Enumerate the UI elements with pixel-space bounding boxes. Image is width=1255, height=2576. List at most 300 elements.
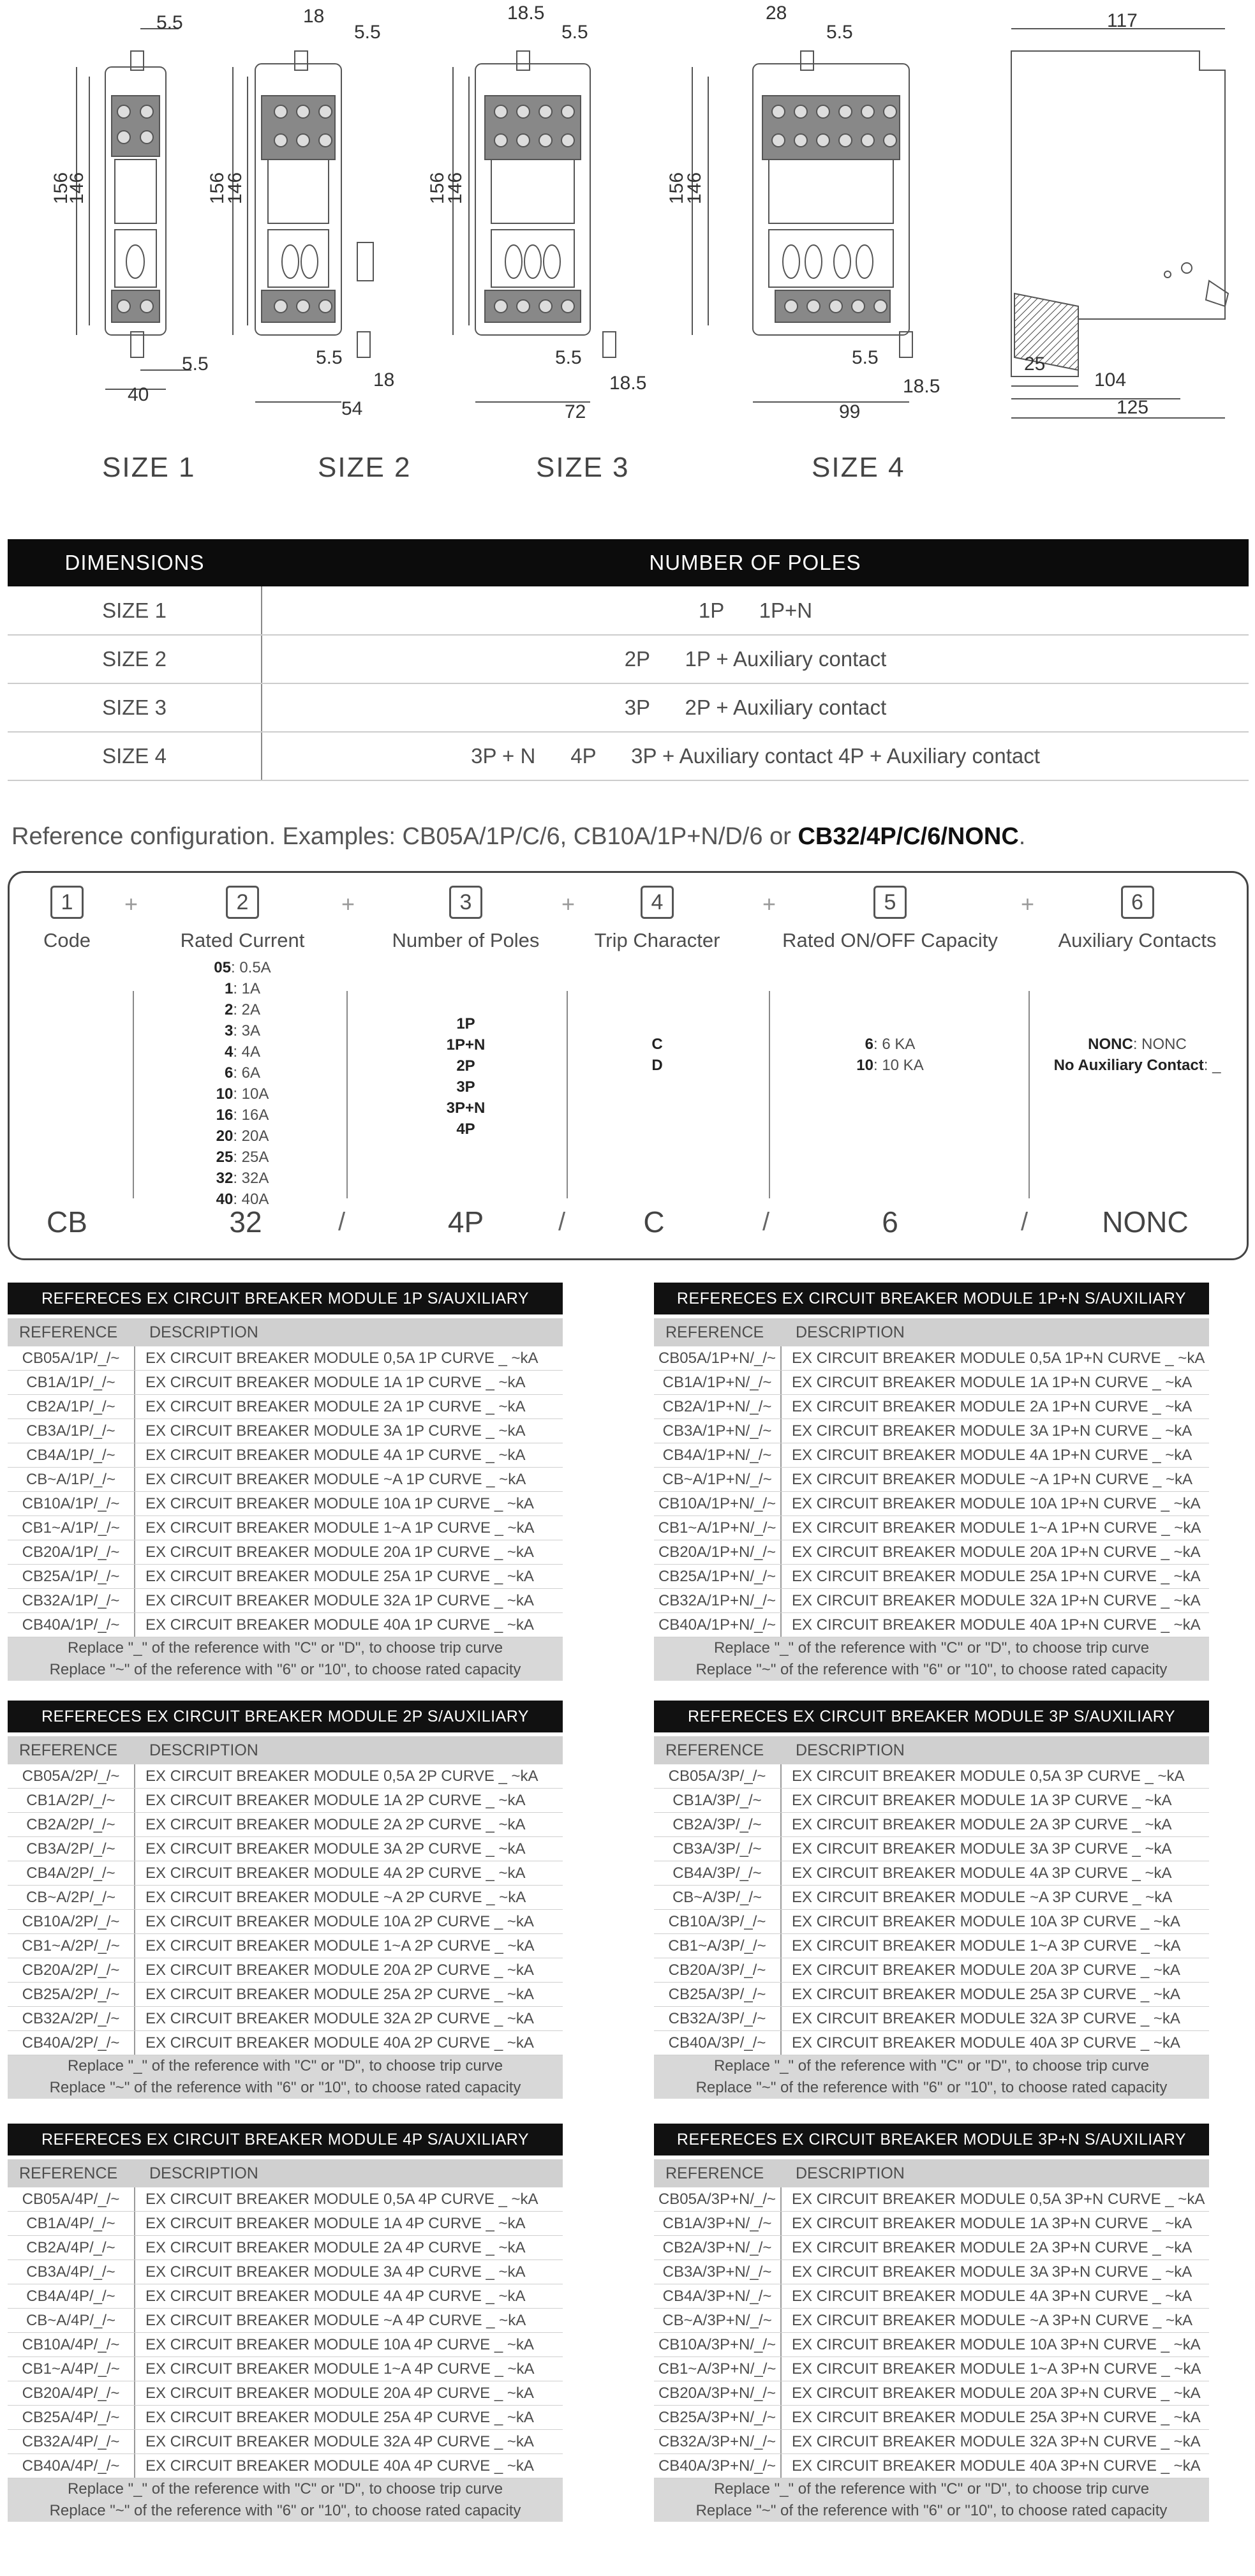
table-row bbox=[8, 1540, 563, 1565]
poles-cell: 3P + N 4P 3P + Auxiliary contact 4P + Auxiliary contact bbox=[262, 732, 1249, 780]
reference-cell: CB10A/2P/_/~ bbox=[8, 1910, 135, 1933]
option-code: 05 bbox=[214, 959, 231, 976]
reference-cell: CB2A/1P+N/_/~ bbox=[654, 1395, 782, 1418]
description-cell: EX CIRCUIT BREAKER MODULE 4A 4P CURVE _ ~kA bbox=[145, 2288, 526, 2305]
reference-cell: CB3A/1P/_/~ bbox=[8, 1419, 135, 1443]
table-row bbox=[654, 1346, 1209, 1371]
table-row bbox=[654, 1371, 1209, 1395]
table-row bbox=[654, 2007, 1209, 2031]
option-code: 10 bbox=[216, 1085, 234, 1103]
table-row bbox=[654, 2212, 1209, 2236]
description-cell: EX CIRCUIT BREAKER MODULE ~A 3P CURVE _ ~kA bbox=[792, 1889, 1173, 1906]
reference-cell: CB3A/1P+N/_/~ bbox=[654, 1419, 782, 1443]
reference-cell: CB40A/3P/_/~ bbox=[654, 2031, 782, 2055]
reference-cell: CB4A/2P/_/~ bbox=[8, 1861, 135, 1885]
description-cell: EX CIRCUIT BREAKER MODULE ~A 4P CURVE _ ~kA bbox=[145, 2312, 526, 2329]
reference-cell: CB10A/3P/_/~ bbox=[654, 1910, 782, 1933]
description-cell: EX CIRCUIT BREAKER MODULE 25A 3P CURVE _ ~kA bbox=[792, 1986, 1180, 2003]
reference-table bbox=[8, 1283, 563, 1681]
dim-s1-top: 5.5 bbox=[156, 12, 183, 33]
example-aux: NONC bbox=[1102, 1205, 1189, 1239]
reference-cell: CB10A/1P+N/_/~ bbox=[654, 1492, 782, 1515]
reference-cell: CB05A/1P/_/~ bbox=[8, 1346, 135, 1370]
reference-cell: CB25A/1P+N/_/~ bbox=[654, 1565, 782, 1588]
col-description-header: DESCRIPTION bbox=[149, 2164, 258, 2182]
dimensions-table bbox=[8, 539, 1249, 781]
table-row bbox=[8, 1468, 563, 1492]
table-row bbox=[654, 2333, 1209, 2357]
option-code: NONC bbox=[1088, 1036, 1133, 1053]
size-2-label: SIZE 2 bbox=[318, 452, 412, 483]
description-cell: EX CIRCUIT BREAKER MODULE 3A 1P CURVE _ ~kA bbox=[145, 1422, 526, 1440]
table-row bbox=[654, 2236, 1209, 2260]
option-code: 25 bbox=[216, 1149, 234, 1166]
table-row bbox=[654, 2430, 1209, 2454]
dim-s3-b1: 5.5 bbox=[555, 347, 582, 368]
note-trip-curve: Replace "_" of the reference with "C" or "D", to choose trip curve bbox=[8, 1637, 563, 1659]
poles-cell: 2P 1P + Auxiliary contact bbox=[262, 635, 1249, 683]
reference-cell: CB40A/4P/_/~ bbox=[8, 2454, 135, 2478]
table-row bbox=[8, 1492, 563, 1516]
config-title-code: Code bbox=[43, 929, 91, 951]
size-4-label: SIZE 4 bbox=[812, 452, 905, 483]
description-cell: EX CIRCUIT BREAKER MODULE 0,5A 3P CURVE _ ~kA bbox=[792, 1768, 1185, 1785]
example-poles: 4P bbox=[447, 1205, 484, 1239]
option-code: 20 bbox=[216, 1128, 234, 1145]
reference-cell: CB25A/4P/_/~ bbox=[8, 2406, 135, 2429]
description-cell: EX CIRCUIT BREAKER MODULE 32A 3P CURVE _ ~kA bbox=[792, 2010, 1180, 2027]
dim-side-top: 117 bbox=[1107, 10, 1138, 31]
description-cell: EX CIRCUIT BREAKER MODULE 20A 3P CURVE _ ~kA bbox=[792, 1962, 1180, 1979]
table-row bbox=[8, 1789, 563, 1813]
option-item bbox=[163, 978, 322, 999]
table-row bbox=[8, 2454, 563, 2478]
note-trip-curve: Replace "_" of the reference with "C" or "D", to choose trip curve bbox=[654, 2478, 1209, 2500]
table-header bbox=[8, 2159, 563, 2187]
poles-cell: 3P 2P + Auxiliary contact bbox=[262, 683, 1249, 732]
note-rated-capacity: Replace "~" of the reference with "6" or "10", to choose rated capacity bbox=[8, 2500, 563, 2522]
reference-cell: CB20A/3P/_/~ bbox=[654, 1958, 782, 1982]
option-item bbox=[163, 1041, 322, 1062]
note-trip-curve: Replace "_" of the reference with "C" or "D", to choose trip curve bbox=[8, 2478, 563, 2500]
example-current: 32 bbox=[229, 1205, 262, 1239]
dim-s1-h1: 156 bbox=[50, 172, 71, 204]
config-num-2: 2 bbox=[226, 886, 259, 919]
reference-cell: CB~A/1P/_/~ bbox=[8, 1468, 135, 1491]
size2-drawing bbox=[233, 51, 373, 402]
table-row bbox=[8, 2430, 563, 2454]
reference-cell: CB05A/2P/_/~ bbox=[8, 1764, 135, 1788]
col-reference-header: REFERENCE bbox=[665, 2164, 764, 2182]
config-num-4: 4 bbox=[641, 886, 674, 919]
dim-s4-b1: 5.5 bbox=[852, 347, 879, 368]
reference-table bbox=[8, 1701, 563, 2099]
table-row bbox=[654, 1492, 1209, 1516]
option-code: 1 bbox=[224, 980, 234, 997]
option-code: 16 bbox=[216, 1106, 234, 1124]
config-col-aux bbox=[1037, 886, 1238, 1076]
option-label: : 3A bbox=[233, 1022, 261, 1039]
reference-cell: CB20A/1P/_/~ bbox=[8, 1540, 135, 1564]
reference-cell: CB3A/2P/_/~ bbox=[8, 1837, 135, 1861]
description-cell: EX CIRCUIT BREAKER MODULE 2A 1P CURVE _ ~kA bbox=[145, 1398, 526, 1415]
option-label: : 40A bbox=[233, 1191, 269, 1208]
description-cell: EX CIRCUIT BREAKER MODULE 3A 2P CURVE _ ~kA bbox=[145, 1840, 526, 1858]
size3-drawing bbox=[453, 51, 616, 402]
reference-cell: CB1~A/4P/_/~ bbox=[8, 2357, 135, 2381]
divider bbox=[567, 991, 568, 1198]
size-1-label: SIZE 1 bbox=[102, 452, 196, 483]
option-code: C bbox=[651, 1036, 663, 1053]
description-cell: EX CIRCUIT BREAKER MODULE 3A 4P CURVE _ ~kA bbox=[145, 2263, 526, 2281]
reference-cell: CB4A/3P+N/_/~ bbox=[654, 2284, 782, 2308]
table-row bbox=[8, 2357, 563, 2381]
reference-cell: CB4A/4P/_/~ bbox=[8, 2284, 135, 2308]
option-code: 4P bbox=[456, 1120, 475, 1138]
table-row bbox=[654, 2381, 1209, 2406]
option-item bbox=[568, 1055, 746, 1076]
option-label: : 4A bbox=[233, 1043, 261, 1061]
note-rated-capacity: Replace "~" of the reference with "6" or "10", to choose rated capacity bbox=[654, 1659, 1209, 1681]
reference-cell: CB40A/2P/_/~ bbox=[8, 2031, 135, 2055]
poles-options bbox=[373, 1013, 558, 1140]
reference-cell: CB~A/4P/_/~ bbox=[8, 2309, 135, 2332]
description-cell: EX CIRCUIT BREAKER MODULE 32A 3P+N CURVE _ ~kA bbox=[792, 2433, 1201, 2450]
ref-config-intro: Reference configuration. Examples: CB05A/1P/C/6, CB10A/1P+N/D/6 or bbox=[11, 823, 798, 850]
note-rated-capacity: Replace "~" of the reference with "6" or "10", to choose rated capacity bbox=[654, 2500, 1209, 2522]
description-cell: EX CIRCUIT BREAKER MODULE 40A 1P CURVE _ ~kA bbox=[145, 1616, 534, 1634]
reference-cell: CB1A/1P+N/_/~ bbox=[654, 1371, 782, 1394]
reference-cell: CB1~A/3P+N/_/~ bbox=[654, 2357, 782, 2381]
slash: / bbox=[1021, 1208, 1029, 1236]
table-title: REFERECES EX CIRCUIT BREAKER MODULE 2P S/AUXILIARY bbox=[8, 1701, 563, 1732]
table-row bbox=[8, 2007, 563, 2031]
reference-cell: CB2A/3P/_/~ bbox=[654, 1813, 782, 1836]
description-cell: EX CIRCUIT BREAKER MODULE 25A 4P CURVE _ ~kA bbox=[145, 2409, 534, 2426]
description-cell: EX CIRCUIT BREAKER MODULE 10A 1P CURVE _ ~kA bbox=[145, 1495, 534, 1512]
table-row bbox=[654, 1468, 1209, 1492]
plus-sign: + bbox=[341, 891, 355, 917]
description-cell: EX CIRCUIT BREAKER MODULE 2A 2P CURVE _ ~kA bbox=[145, 1816, 526, 1833]
dim-s1-bot: 5.5 bbox=[182, 354, 209, 375]
description-cell: EX CIRCUIT BREAKER MODULE 25A 3P+N CURVE _ ~kA bbox=[792, 2409, 1201, 2426]
table-row bbox=[8, 1589, 563, 1613]
option-label: : 10 KA bbox=[873, 1057, 924, 1074]
description-cell: EX CIRCUIT BREAKER MODULE 2A 3P CURVE _ ~kA bbox=[792, 1816, 1172, 1833]
description-cell: EX CIRCUIT BREAKER MODULE 0,5A 1P CURVE _ ~kA bbox=[145, 1350, 538, 1367]
option-item bbox=[373, 1013, 558, 1034]
description-cell: EX CIRCUIT BREAKER MODULE 4A 3P+N CURVE _ ~kA bbox=[792, 2288, 1192, 2305]
reference-cell: CB32A/1P+N/_/~ bbox=[654, 1589, 782, 1612]
table-row bbox=[654, 1813, 1209, 1837]
reference-cell: CB05A/3P/_/~ bbox=[654, 1764, 782, 1788]
description-cell: EX CIRCUIT BREAKER MODULE 2A 3P+N CURVE _ ~kA bbox=[792, 2239, 1192, 2256]
description-cell: EX CIRCUIT BREAKER MODULE 0,5A 2P CURVE _ ~kA bbox=[145, 1768, 538, 1785]
description-cell: EX CIRCUIT BREAKER MODULE 1~A 4P CURVE _ ~kA bbox=[145, 2360, 535, 2378]
description-cell: EX CIRCUIT BREAKER MODULE 25A 2P CURVE _ ~kA bbox=[145, 1986, 534, 2003]
table-row bbox=[654, 1516, 1209, 1540]
description-cell: EX CIRCUIT BREAKER MODULE 0,5A 4P CURVE _ ~kA bbox=[145, 2191, 538, 2208]
dim-s4-b2: 18.5 bbox=[903, 376, 940, 397]
table-row bbox=[8, 2309, 563, 2333]
table-row bbox=[654, 1910, 1209, 1934]
reference-cell: CB1A/4P/_/~ bbox=[8, 2212, 135, 2235]
dim-s2-t2: 5.5 bbox=[354, 22, 381, 43]
reference-cell: CB3A/3P+N/_/~ bbox=[654, 2260, 782, 2284]
note-rated-capacity: Replace "~" of the reference with "6" or "10", to choose rated capacity bbox=[8, 2077, 563, 2099]
option-item bbox=[772, 1034, 1008, 1055]
example-trip: C bbox=[643, 1205, 665, 1239]
dim-side-104: 104 bbox=[1094, 369, 1127, 391]
option-code: No Auxiliary Contact bbox=[1053, 1057, 1204, 1074]
description-cell: EX CIRCUIT BREAKER MODULE 40A 3P+N CURVE _ ~kA bbox=[792, 2457, 1201, 2475]
option-item bbox=[1037, 1055, 1238, 1076]
table-row bbox=[654, 2357, 1209, 2381]
col-description-header: DESCRIPTION bbox=[796, 1741, 905, 1759]
reference-cell: CB1~A/1P+N/_/~ bbox=[654, 1516, 782, 1540]
description-cell: EX CIRCUIT BREAKER MODULE 1~A 3P CURVE _ ~kA bbox=[792, 1937, 1181, 1954]
table-row bbox=[8, 586, 1249, 635]
reference-cell: CB1~A/3P/_/~ bbox=[654, 1934, 782, 1958]
table-row bbox=[654, 1540, 1209, 1565]
config-num-5: 5 bbox=[873, 886, 907, 919]
config-col-poles bbox=[373, 886, 558, 1140]
table-row bbox=[654, 2260, 1209, 2284]
reference-cell: CB32A/2P/_/~ bbox=[8, 2007, 135, 2030]
description-cell: EX CIRCUIT BREAKER MODULE 40A 1P+N CURVE _ ~kA bbox=[792, 1616, 1201, 1634]
reference-cell: CB25A/3P+N/_/~ bbox=[654, 2406, 782, 2429]
reference-cell: CB05A/3P+N/_/~ bbox=[654, 2187, 782, 2211]
divider bbox=[769, 991, 770, 1198]
description-cell: EX CIRCUIT BREAKER MODULE 32A 4P CURVE _ ~kA bbox=[145, 2433, 534, 2450]
dim-s3-h2: 146 bbox=[445, 172, 466, 204]
dim-s4-h1: 156 bbox=[666, 172, 687, 204]
table-row bbox=[654, 1958, 1209, 1983]
table-row bbox=[654, 1934, 1209, 1958]
option-label: : 1A bbox=[233, 980, 261, 997]
description-cell: EX CIRCUIT BREAKER MODULE 4A 1P CURVE _ ~kA bbox=[145, 1447, 526, 1464]
divider bbox=[346, 991, 348, 1198]
option-code: 3 bbox=[224, 1022, 234, 1039]
description-cell: EX CIRCUIT BREAKER MODULE ~A 1P CURVE _ ~kA bbox=[145, 1471, 526, 1488]
config-title-current: Rated Current bbox=[180, 929, 305, 951]
config-col-trip bbox=[568, 886, 746, 1076]
table-row bbox=[654, 1886, 1209, 1910]
description-cell: EX CIRCUIT BREAKER MODULE 20A 4P CURVE _ ~kA bbox=[145, 2385, 534, 2402]
config-col-code bbox=[26, 886, 108, 952]
reference-cell: CB1A/3P/_/~ bbox=[654, 1789, 782, 1812]
option-label: : 2A bbox=[233, 1001, 261, 1018]
poles-header: NUMBER OF POLES bbox=[262, 539, 1249, 586]
description-cell: EX CIRCUIT BREAKER MODULE 3A 3P CURVE _ ~kA bbox=[792, 1840, 1172, 1858]
table-row bbox=[8, 2260, 563, 2284]
reference-cell: CB2A/2P/_/~ bbox=[8, 1813, 135, 1836]
table-row bbox=[8, 1861, 563, 1886]
description-cell: EX CIRCUIT BREAKER MODULE 1A 3P+N CURVE _ ~kA bbox=[792, 2215, 1192, 2232]
reference-cell: CB1~A/2P/_/~ bbox=[8, 1934, 135, 1958]
dim-s2-h1: 156 bbox=[207, 172, 228, 204]
description-cell: EX CIRCUIT BREAKER MODULE 2A 4P CURVE _ ~kA bbox=[145, 2239, 526, 2256]
note-rated-capacity: Replace "~" of the reference with "6" or "10", to choose rated capacity bbox=[654, 2077, 1209, 2099]
description-cell: EX CIRCUIT BREAKER MODULE 20A 3P+N CURVE _ ~kA bbox=[792, 2385, 1201, 2402]
note-trip-curve: Replace "_" of the reference with "C" or "D", to choose trip curve bbox=[8, 2055, 563, 2077]
col-reference-header: REFERENCE bbox=[665, 1741, 764, 1759]
description-cell: EX CIRCUIT BREAKER MODULE 1A 2P CURVE _ ~kA bbox=[145, 1792, 526, 1809]
option-label: : _ bbox=[1203, 1057, 1221, 1074]
description-cell: EX CIRCUIT BREAKER MODULE 1~A 1P CURVE _ ~kA bbox=[145, 1519, 535, 1537]
description-cell: EX CIRCUIT BREAKER MODULE 20A 1P+N CURVE _ ~kA bbox=[792, 1544, 1201, 1561]
description-cell: EX CIRCUIT BREAKER MODULE 20A 1P CURVE _ ~kA bbox=[145, 1544, 534, 1561]
description-cell: EX CIRCUIT BREAKER MODULE 10A 3P+N CURVE _ ~kA bbox=[792, 2336, 1201, 2353]
reference-cell: CB25A/3P/_/~ bbox=[654, 1983, 782, 2006]
reference-cell: CB10A/1P/_/~ bbox=[8, 1492, 135, 1515]
option-code: 10 bbox=[856, 1057, 873, 1074]
description-cell: EX CIRCUIT BREAKER MODULE 1A 1P CURVE _ ~kA bbox=[145, 1374, 526, 1391]
description-cell: EX CIRCUIT BREAKER MODULE 4A 3P CURVE _ ~kA bbox=[792, 1865, 1172, 1882]
description-cell: EX CIRCUIT BREAKER MODULE 1~A 3P+N CURVE _ ~kA bbox=[792, 2360, 1201, 2378]
table-row bbox=[8, 2236, 563, 2260]
description-cell: EX CIRCUIT BREAKER MODULE 40A 4P CURVE _ ~kA bbox=[145, 2457, 534, 2475]
table-row bbox=[8, 1565, 563, 1589]
ref-config-end: . bbox=[1018, 823, 1026, 850]
reference-cell: CB1A/3P+N/_/~ bbox=[654, 2212, 782, 2235]
reference-cell: CB20A/4P/_/~ bbox=[8, 2381, 135, 2405]
description-cell: EX CIRCUIT BREAKER MODULE ~A 3P+N CURVE _ ~kA bbox=[792, 2312, 1192, 2329]
description-cell: EX CIRCUIT BREAKER MODULE 3A 1P+N CURVE _ ~kA bbox=[792, 1422, 1192, 1440]
option-label: : 0.5A bbox=[230, 959, 271, 976]
size-cell: SIZE 2 bbox=[8, 635, 262, 683]
table-row bbox=[654, 1613, 1209, 1637]
table-row bbox=[654, 2406, 1209, 2430]
reference-cell: CB32A/3P/_/~ bbox=[654, 2007, 782, 2030]
reference-config-text bbox=[11, 823, 1025, 851]
option-code: 40 bbox=[216, 1191, 234, 1208]
table-row bbox=[8, 732, 1249, 780]
note-trip-curve: Replace "_" of the reference with "C" or "D", to choose trip curve bbox=[654, 2055, 1209, 2077]
config-col-capacity bbox=[772, 886, 1008, 1076]
description-cell: EX CIRCUIT BREAKER MODULE 1A 3P CURVE _ ~kA bbox=[792, 1792, 1172, 1809]
description-cell: EX CIRCUIT BREAKER MODULE 10A 1P+N CURVE _ ~kA bbox=[792, 1495, 1201, 1512]
option-code: 6 bbox=[865, 1036, 873, 1053]
description-cell: EX CIRCUIT BREAKER MODULE 1A 4P CURVE _ ~kA bbox=[145, 2215, 526, 2232]
reference-cell: CB4A/1P/_/~ bbox=[8, 1443, 135, 1467]
reference-cell: CB05A/4P/_/~ bbox=[8, 2187, 135, 2211]
description-cell: EX CIRCUIT BREAKER MODULE 1A 1P+N CURVE _ ~kA bbox=[792, 1374, 1192, 1391]
current-options bbox=[163, 957, 322, 1210]
description-cell: EX CIRCUIT BREAKER MODULE 1~A 1P+N CURVE _ ~kA bbox=[792, 1519, 1201, 1537]
reference-cell: CB20A/2P/_/~ bbox=[8, 1958, 135, 1982]
dimensions-header: DIMENSIONS bbox=[8, 539, 262, 586]
configuration-box bbox=[8, 871, 1249, 1260]
table-row bbox=[8, 1934, 563, 1958]
col-reference-header: REFERENCE bbox=[19, 1741, 118, 1759]
table-row bbox=[8, 1837, 563, 1861]
dim-s1-h2: 146 bbox=[66, 172, 87, 204]
config-title-aux: Auxiliary Contacts bbox=[1058, 929, 1217, 951]
table-row bbox=[8, 1419, 563, 1443]
plus-sign: + bbox=[1021, 891, 1035, 917]
description-cell: EX CIRCUIT BREAKER MODULE 25A 1P+N CURVE _ ~kA bbox=[792, 1568, 1201, 1585]
table-row bbox=[654, 1395, 1209, 1419]
config-title-poles: Number of Poles bbox=[392, 929, 540, 951]
dim-s1-w: 40 bbox=[128, 384, 149, 405]
trip-options bbox=[568, 1034, 746, 1076]
table-row bbox=[654, 2454, 1209, 2478]
dim-side-125: 125 bbox=[1117, 397, 1149, 418]
description-cell: EX CIRCUIT BREAKER MODULE 1~A 2P CURVE _ ~kA bbox=[145, 1937, 535, 1954]
description-cell: EX CIRCUIT BREAKER MODULE 10A 3P CURVE _ ~kA bbox=[792, 1913, 1180, 1930]
table-row bbox=[8, 1886, 563, 1910]
table-row bbox=[8, 1371, 563, 1395]
option-code: 4 bbox=[224, 1043, 234, 1061]
reference-cell: CB~A/3P+N/_/~ bbox=[654, 2309, 782, 2332]
description-cell: EX CIRCUIT BREAKER MODULE 40A 3P CURVE _ ~kA bbox=[792, 2034, 1180, 2051]
note-trip-curve: Replace "_" of the reference with "C" or "D", to choose trip curve bbox=[654, 1637, 1209, 1659]
reference-cell: CB32A/4P/_/~ bbox=[8, 2430, 135, 2453]
table-row bbox=[654, 1764, 1209, 1789]
description-cell: EX CIRCUIT BREAKER MODULE 4A 2P CURVE _ ~kA bbox=[145, 1865, 526, 1882]
divider bbox=[133, 991, 134, 1198]
reference-cell: CB20A/3P+N/_/~ bbox=[654, 2381, 782, 2405]
dim-s4-t2: 5.5 bbox=[826, 22, 853, 43]
reference-cell: CB2A/4P/_/~ bbox=[8, 2236, 135, 2260]
description-cell: EX CIRCUIT BREAKER MODULE 32A 1P CURVE _ ~kA bbox=[145, 1592, 534, 1609]
option-item bbox=[373, 1119, 558, 1140]
reference-cell: CB40A/1P/_/~ bbox=[8, 1613, 135, 1637]
col-reference-header: REFERENCE bbox=[665, 1323, 764, 1341]
dim-s2-t1: 18 bbox=[303, 6, 325, 27]
table-row bbox=[654, 2284, 1209, 2309]
table-row bbox=[8, 1516, 563, 1540]
reference-table bbox=[654, 1701, 1209, 2099]
dim-s3-w: 72 bbox=[565, 401, 586, 422]
option-code: 1P+N bbox=[446, 1036, 486, 1053]
table-title: REFERECES EX CIRCUIT BREAKER MODULE 3P+N S/AUXILIARY bbox=[654, 2124, 1209, 2155]
col-description-header: DESCRIPTION bbox=[149, 1741, 258, 1759]
reference-cell: CB~A/2P/_/~ bbox=[8, 1886, 135, 1909]
slash: / bbox=[558, 1208, 566, 1236]
dim-s3-t2: 5.5 bbox=[561, 22, 588, 43]
table-row bbox=[8, 2284, 563, 2309]
col-reference-header: REFERENCE bbox=[19, 1323, 118, 1341]
option-code: 3P bbox=[456, 1078, 475, 1096]
reference-cell: CB~A/1P+N/_/~ bbox=[654, 1468, 782, 1491]
table-row bbox=[654, 1983, 1209, 2007]
reference-cell: CB2A/1P/_/~ bbox=[8, 1395, 135, 1418]
option-code: 2P bbox=[456, 1057, 475, 1075]
option-label: : 32A bbox=[233, 1170, 269, 1187]
description-cell: EX CIRCUIT BREAKER MODULE 32A 2P CURVE _ ~kA bbox=[145, 2010, 534, 2027]
option-label: : 25A bbox=[233, 1149, 269, 1166]
size1-drawing bbox=[77, 29, 191, 389]
plus-sign: + bbox=[762, 891, 776, 917]
config-num-1: 1 bbox=[50, 886, 84, 919]
example-code: CB bbox=[47, 1205, 87, 1239]
table-header bbox=[8, 1318, 563, 1346]
example-capacity: 6 bbox=[882, 1205, 898, 1239]
description-cell: EX CIRCUIT BREAKER MODULE 2A 1P+N CURVE _ ~kA bbox=[792, 1398, 1192, 1415]
table-row bbox=[8, 1813, 563, 1837]
size-cell: SIZE 3 bbox=[8, 683, 262, 732]
option-code: 6 bbox=[224, 1064, 234, 1082]
table-row bbox=[8, 1983, 563, 2007]
option-label: : 6A bbox=[233, 1064, 261, 1082]
note-rated-capacity: Replace "~" of the reference with "6" or "10", to choose rated capacity bbox=[8, 1659, 563, 1681]
option-code: 3P+N bbox=[446, 1099, 486, 1117]
table-row bbox=[8, 2406, 563, 2430]
description-cell: EX CIRCUIT BREAKER MODULE 10A 2P CURVE _ ~kA bbox=[145, 1913, 534, 1930]
option-code: 32 bbox=[216, 1170, 234, 1187]
